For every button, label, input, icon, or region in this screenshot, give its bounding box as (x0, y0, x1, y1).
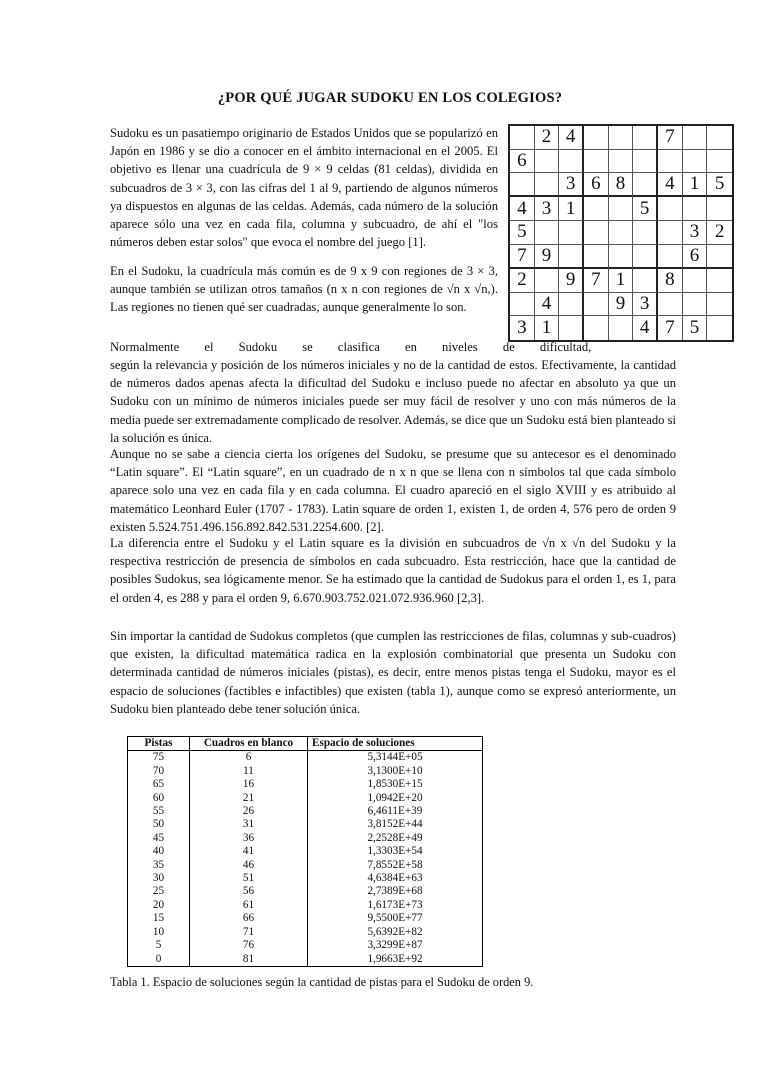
table-row (128, 872, 483, 885)
sudoku-cell: 9 (535, 245, 560, 269)
table-row (128, 899, 483, 912)
table-cell: 75 (128, 751, 190, 765)
sudoku-cell (584, 150, 609, 174)
sudoku-cell: 1 (609, 269, 634, 293)
sudoku-cell: 6 (683, 245, 708, 269)
sudoku-cell: 6 (584, 173, 609, 197)
table-cell: 71 (190, 926, 308, 939)
table-cell: 56 (190, 885, 308, 898)
table-cell: 50 (128, 818, 190, 831)
paragraph-latin-square: Aunque no se sabe a ciencia cierta los orígenes del Sudoku, se presume que su antecesor es el denominado “Latin square”. El “Latin square”, en un cuadrado de n x n que se llena con n símbolos tal que cada símbolo aparece solo una vez en cada fila y en cada columna. El cuadro apareció en el siglo XVIII y es atribuido al matemático Leonhard Euler (1707 - 1783). Latin square de orden 1, existen 1, de orden 4, 576 pero de orden 9 existen 5.524.751.496.156.892.842.531.2254.600. [2]. (110, 447, 676, 534)
table-cell: 1,6173E+73 (308, 899, 483, 912)
sudoku-cell (609, 126, 634, 150)
paragraph-grid-sizes: En el Sudoku, la cuadrícula más común es de 9 x 9 con regiones de 3 × 3, aunque también se utilizan otros tamaños (n x n con regiones de √n x √n,). Las regiones no tienen qué ser cuadradas, aunque generalmente lo son. (110, 264, 498, 315)
table-cell: 7,8552E+58 (308, 859, 483, 872)
table-cell: 40 (128, 845, 190, 858)
header-cuadros: Cuadros en blanco (190, 737, 308, 751)
sudoku-cell (559, 221, 584, 245)
sudoku-cell (535, 150, 560, 174)
sudoku-cell (609, 197, 634, 221)
sudoku-cell (584, 197, 609, 221)
table-cell: 41 (190, 845, 308, 858)
sudoku-cell: 3 (510, 316, 535, 340)
sudoku-cell: 4 (559, 126, 584, 150)
table-cell: 5 (128, 939, 190, 952)
sudoku-cell: 7 (510, 245, 535, 269)
sudoku-cell (535, 173, 560, 197)
page-title: ¿POR QUÉ JUGAR SUDOKU EN LOS COLEGIOS? (217, 90, 563, 106)
table-cell: 16 (190, 778, 308, 791)
table-row (128, 939, 483, 952)
sudoku-cell (609, 245, 634, 269)
table-row (128, 778, 483, 791)
table-row (128, 765, 483, 778)
sudoku-cell (633, 150, 658, 174)
sudoku-cell: 3 (633, 293, 658, 317)
table-cell: 6 (190, 751, 308, 765)
sudoku-cell: 3 (559, 173, 584, 197)
header-espacio: Espacio de soluciones (308, 737, 483, 751)
table-cell: 26 (190, 805, 308, 818)
table-cell: 1,9663E+92 (308, 953, 483, 967)
table-cell: 9,5500E+77 (308, 912, 483, 925)
sudoku-cell (584, 221, 609, 245)
table-cell: 3,3299E+87 (308, 939, 483, 952)
sudoku-cell (559, 293, 584, 317)
table-row (128, 792, 483, 805)
sudoku-cell (633, 245, 658, 269)
table-cell: 46 (190, 859, 308, 872)
sudoku-cell: 7 (658, 126, 683, 150)
sudoku-cell (584, 293, 609, 317)
sudoku-cell: 2 (510, 269, 535, 293)
sudoku-cell (683, 126, 708, 150)
sudoku-cell (510, 293, 535, 317)
table-cell: 30 (128, 872, 190, 885)
sudoku-cell: 9 (559, 269, 584, 293)
sudoku-cell: 2 (707, 221, 732, 245)
sudoku-cell: 4 (658, 173, 683, 197)
sudoku-cell: 8 (609, 173, 634, 197)
table-cell: 70 (128, 765, 190, 778)
table-header-row (128, 737, 483, 751)
table-cell: 31 (190, 818, 308, 831)
sudoku-cell (609, 221, 634, 245)
sudoku-cell (584, 245, 609, 269)
sudoku-cell (707, 293, 732, 317)
sudoku-cell (683, 197, 708, 221)
sudoku-cell: 1 (535, 316, 560, 340)
table-cell: 3,8152E+44 (308, 818, 483, 831)
table-cell: 5,6392E+82 (308, 926, 483, 939)
paragraph-combinatorial: Sin importar la cantidad de Sudokus completos (que cumplen las restricciones de filas, columnas y sub-cuadros) que existen, la dificultad matemática radica en la explosión combinatorial que presenta un Sudoku con determinada cantidad de números iniciales (pistas), es decir, entre menos pistas tenga el Sudoku, mayor es el espacio de soluciones (factibles e infactibles) que existen (tabla 1), aunque como se expresó anteriormente, un Sudoku bien planteado debe tener solución única. (110, 629, 676, 716)
sudoku-cell: 4 (633, 316, 658, 340)
table-row (128, 818, 483, 831)
sudoku-cell: 6 (510, 150, 535, 174)
table-cell: 81 (190, 953, 308, 967)
table-row (128, 859, 483, 872)
table-cell: 5,3144E+05 (308, 751, 483, 765)
sudoku-cell: 1 (683, 173, 708, 197)
table-cell: 66 (190, 912, 308, 925)
table-row (128, 845, 483, 858)
sudoku-cell (633, 173, 658, 197)
sudoku-cell: 9 (609, 293, 634, 317)
header-pistas: Pistas (128, 737, 190, 751)
table-cell: 51 (190, 872, 308, 885)
table-caption: Tabla 1. Espacio de soluciones según la cantidad de pistas para el Sudoku de orden 9. (110, 975, 534, 989)
sudoku-cell (535, 269, 560, 293)
sudoku-cell (559, 245, 584, 269)
sudoku-cell (584, 126, 609, 150)
sudoku-cell (707, 150, 732, 174)
table-cell: 35 (128, 859, 190, 872)
solutions-table (127, 736, 483, 967)
sudoku-cell (707, 245, 732, 269)
sudoku-cell (559, 150, 584, 174)
table-row (128, 805, 483, 818)
sudoku-cell (609, 150, 634, 174)
sudoku-cell: 8 (658, 269, 683, 293)
sudoku-cell: 3 (683, 221, 708, 245)
table-cell: 61 (190, 899, 308, 912)
sudoku-cell (510, 173, 535, 197)
sudoku-cell (707, 316, 732, 340)
paragraph-difficulty-line1: Normalmente el Sudoku se clasifica en niveles de dificultad, (110, 340, 592, 354)
table-cell: 0 (128, 953, 190, 967)
table-cell: 60 (128, 792, 190, 805)
sudoku-cell: 5 (683, 316, 708, 340)
sudoku-cell: 7 (658, 316, 683, 340)
sudoku-cell (683, 269, 708, 293)
table-cell: 1,8530E+15 (308, 778, 483, 791)
paragraph-difference: La diferencia entre el Sudoku y el Latin square es la división en subcuadros de √n x √n del Sudoku y la respectiva restricción de presencia de símbolos en cada subcuadro. Esta restricción, hace que la cantidad de posibles Sudokus, sea lógicamente menor. Se ha estimado que la cantidad de Sudokus para el orden 1, es 1, para el orden 4, es 288 y para el orden 9, 6.670.903.752.021.072.936.960 [2,3]. (110, 536, 676, 605)
table-cell: 3,1300E+10 (308, 765, 483, 778)
sudoku-cell (658, 245, 683, 269)
sudoku-cell (633, 269, 658, 293)
table-cell: 65 (128, 778, 190, 791)
table-row (128, 912, 483, 925)
table-cell: 2,2528E+49 (308, 832, 483, 845)
sudoku-cell (510, 126, 535, 150)
table-cell: 10 (128, 926, 190, 939)
table-cell: 76 (190, 939, 308, 952)
sudoku-cell (683, 150, 708, 174)
table-cell: 6,4611E+39 (308, 805, 483, 818)
sudoku-cell: 5 (707, 173, 732, 197)
paragraph-intro: Sudoku es un pasatiempo originario de Estados Unidos que se popularizó en Japón en 1986 y se dio a conocer en el ámbito internacional en el 2005. El objetivo es llenar una cuadrícula de 9 × 9 celdas (81 celdas), dividida en subcuadros de 3 × 3, con las cifras del 1 al 9, partiendo de algunos números ya dispuestos en algunas de las celdas. Además, cada número de la solución aparece sólo una vez en cada fila, columna y subcuadro, de ahí el "los números deben estar solos" que evoca el nombre del juego [1]. (110, 126, 498, 250)
sudoku-grid (508, 124, 734, 342)
table-row (128, 926, 483, 939)
sudoku-cell: 7 (584, 269, 609, 293)
sudoku-cell: 3 (535, 197, 560, 221)
sudoku-cell (658, 197, 683, 221)
sudoku-cell (707, 197, 732, 221)
table-cell: 2,7389E+68 (308, 885, 483, 898)
sudoku-cell: 2 (535, 126, 560, 150)
sudoku-cell: 1 (559, 197, 584, 221)
table-cell: 11 (190, 765, 308, 778)
table-cell: 55 (128, 805, 190, 818)
table-cell: 36 (190, 832, 308, 845)
sudoku-cell (707, 126, 732, 150)
table-cell: 4,6384E+63 (308, 872, 483, 885)
sudoku-cell: 4 (510, 197, 535, 221)
table-cell: 1,3303E+54 (308, 845, 483, 858)
table-row (128, 832, 483, 845)
table-cell: 21 (190, 792, 308, 805)
table-row (128, 953, 483, 967)
table-cell: 15 (128, 912, 190, 925)
sudoku-cell (658, 150, 683, 174)
sudoku-cell (559, 316, 584, 340)
paragraph-difficulty: según la relevancia y posición de los números iniciales y no de la cantidad de estos. Efectivamente, la cantidad de números dados apenas afecta la dificultad del Sudoku e incluso puede no afectar en absoluto ya que un Sudoku con un mínimo de números iniciales puede ser muy fácil de resolver y uno con más números de la media puede ser extremadamente complicado de resolver. Además, se dice que un Sudoku está bien planteado si la solución es única. (110, 358, 676, 445)
table-cell: 20 (128, 899, 190, 912)
sudoku-cell: 5 (633, 197, 658, 221)
sudoku-cell (707, 269, 732, 293)
sudoku-cell: 5 (510, 221, 535, 245)
table-row (128, 885, 483, 898)
table-cell: 25 (128, 885, 190, 898)
table-row (128, 751, 483, 765)
table-cell: 1,0942E+20 (308, 792, 483, 805)
sudoku-cell (535, 221, 560, 245)
sudoku-cell (658, 221, 683, 245)
sudoku-cell (609, 316, 634, 340)
sudoku-cell (658, 293, 683, 317)
sudoku-cell (683, 293, 708, 317)
sudoku-cell: 4 (535, 293, 560, 317)
sudoku-cell (633, 221, 658, 245)
sudoku-cell (633, 126, 658, 150)
sudoku-cell (584, 316, 609, 340)
table-cell: 45 (128, 832, 190, 845)
